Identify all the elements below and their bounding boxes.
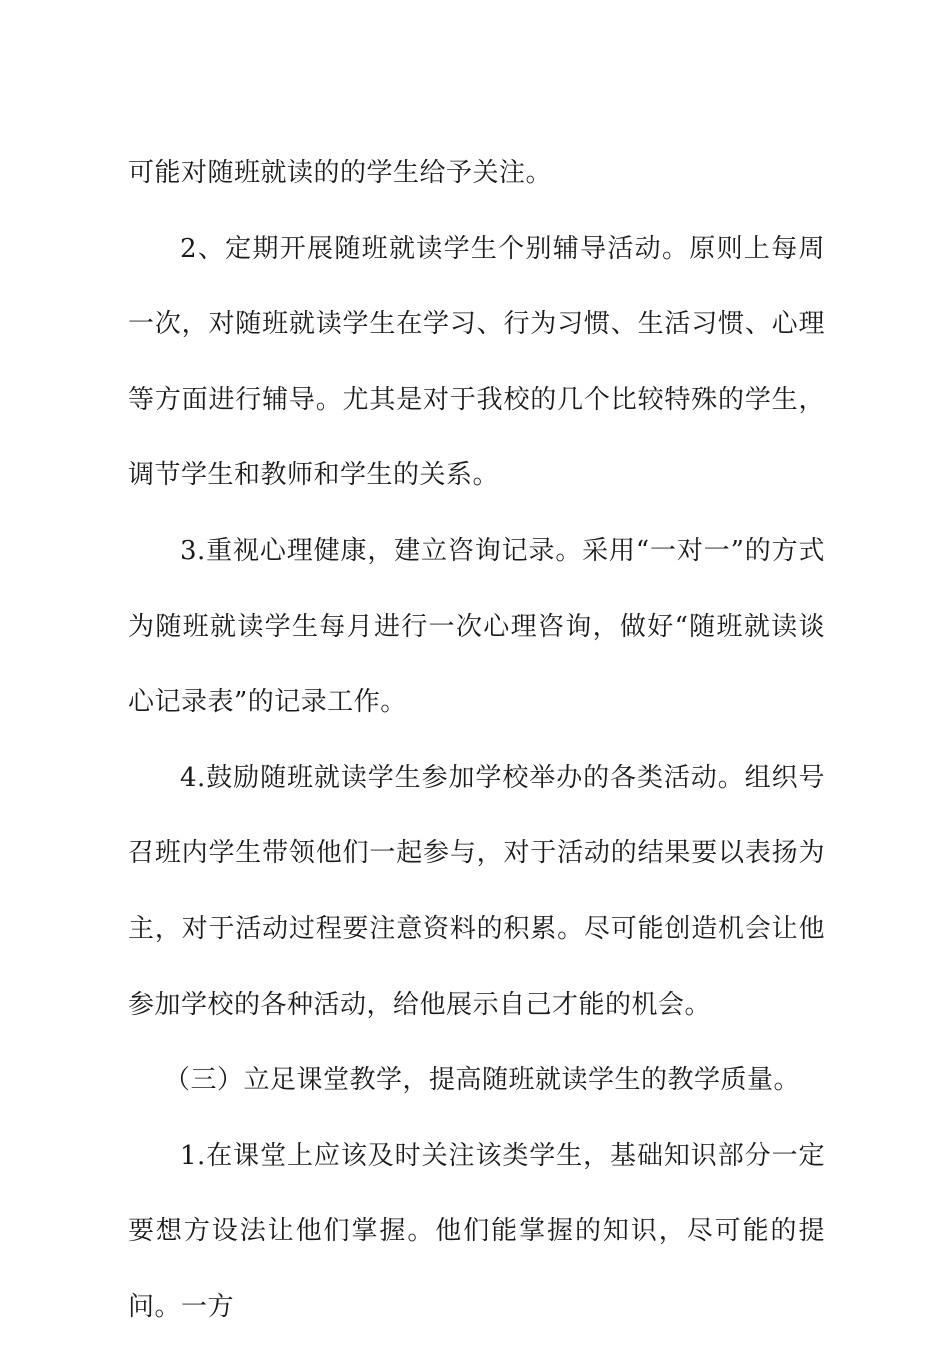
paragraph-section-3-item-1: 1.在课堂上应该及时关注该类学生，基础知识部分一定要想方设法让他们掌握。他们能掌握的知识，尽可能的提问。一方	[128, 1140, 825, 1322]
document-body	[128, 136, 825, 1346]
paragraph-item-2: 2、定期开展随班就读学生个别辅导活动。原则上每周一次，对随班就读学生在学习、行为习惯、生活习惯、心理等方面进行辅导。尤其是对于我校的几个比较特殊的学生，调节学生和教师和学生的关系。	[128, 233, 825, 491]
section-heading: （三）立足课堂教学，提高随班就读学生的教学质量。	[164, 1065, 801, 1096]
paragraph-item-3: 3.重视心理健康，建立咨询记录。采用“一对一”的方式为随班就读学生每月进行一次心理咨询，做好“随班就读谈心记录表”的记录工作。	[128, 535, 825, 718]
paragraph-continuation: 可能对随班就读的的学生给予关注。	[128, 158, 553, 188]
paragraph-item-4: 4.鼓励随班就读学生参加学校举办的各类活动。组织号召班内学生带领他们一起参与，对于活动的结果要以表扬为主，对于活动过程要注意资料的积累。尽可能创造机会让他参加学校的各种活动，给他展示自己才能的机会。	[128, 762, 825, 1020]
